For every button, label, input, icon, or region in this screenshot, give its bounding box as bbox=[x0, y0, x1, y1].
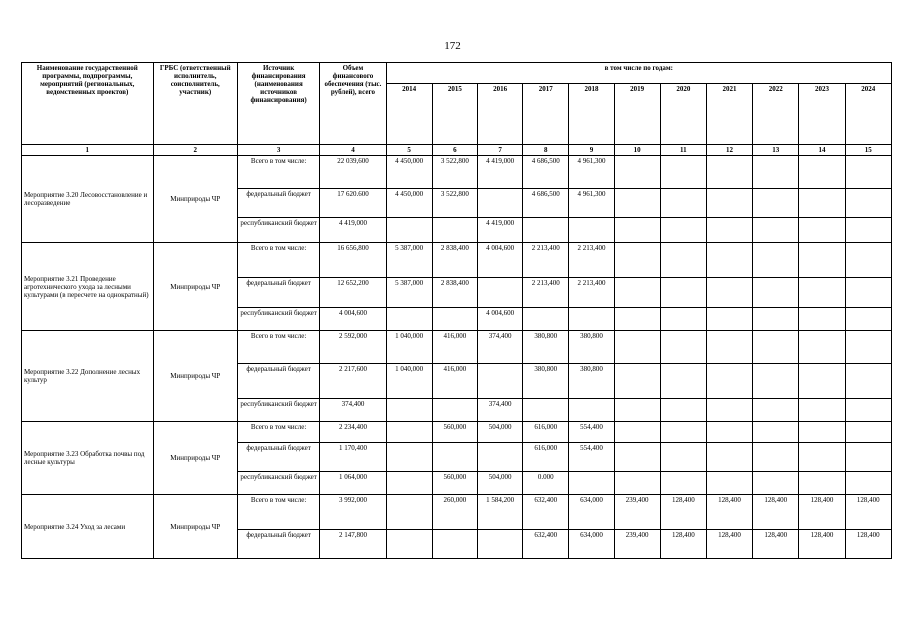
year-value-2019 bbox=[614, 308, 660, 331]
year-value-2014 bbox=[386, 530, 432, 559]
year-value-2014: 4 450,000 bbox=[386, 156, 432, 189]
header-grbs: ГРБС (ответственный исполнитель, соисполнитель, участник) bbox=[153, 63, 237, 145]
year-value-2014: 1 040,000 bbox=[386, 331, 432, 364]
year-header-2021: 2021 bbox=[706, 84, 752, 145]
year-value-2019 bbox=[614, 156, 660, 189]
year-value-2015: 2 838,400 bbox=[432, 278, 477, 308]
year-value-2018: 380,800 bbox=[569, 331, 614, 364]
measure-grbs: Минприроды ЧР bbox=[153, 243, 237, 331]
year-value-2024 bbox=[845, 189, 891, 218]
year-value-2016 bbox=[477, 189, 522, 218]
year-value-2016: 4 004,600 bbox=[477, 243, 522, 278]
year-value-2018: 4 961,300 bbox=[569, 189, 614, 218]
year-value-2024 bbox=[845, 331, 891, 364]
year-value-2017: 0.000 bbox=[523, 472, 569, 495]
column-numbers-row bbox=[22, 145, 892, 156]
year-value-2014 bbox=[386, 218, 432, 243]
funding-source: Всего в том числе: bbox=[237, 495, 319, 530]
year-value-2017 bbox=[523, 399, 569, 422]
year-header-2020: 2020 bbox=[660, 84, 706, 145]
year-value-2022 bbox=[753, 364, 799, 399]
year-value-2021 bbox=[706, 331, 752, 364]
year-value-2015 bbox=[432, 308, 477, 331]
year-value-2023 bbox=[799, 399, 845, 422]
year-value-2017 bbox=[523, 218, 569, 243]
total-amount: 4 004,600 bbox=[320, 308, 386, 331]
total-amount: 2 147,800 bbox=[320, 530, 386, 559]
year-value-2021 bbox=[706, 156, 752, 189]
year-value-2016: 4 419,000 bbox=[477, 218, 522, 243]
measure-grbs: Минприроды ЧР bbox=[153, 331, 237, 422]
year-value-2024 bbox=[845, 308, 891, 331]
year-value-2016 bbox=[477, 278, 522, 308]
year-value-2020: 128,400 bbox=[660, 495, 706, 530]
year-value-2024 bbox=[845, 422, 891, 443]
table-row bbox=[22, 331, 892, 364]
year-value-2021 bbox=[706, 443, 752, 472]
year-value-2020 bbox=[660, 331, 706, 364]
year-value-2018: 2 213,400 bbox=[569, 278, 614, 308]
year-value-2021: 128,400 bbox=[706, 530, 752, 559]
measure-name: Мероприятие 3.20 Лесовосстановление и лесоразведение bbox=[22, 156, 154, 243]
year-value-2016 bbox=[477, 443, 522, 472]
year-value-2018: 380,800 bbox=[569, 364, 614, 399]
year-header-2016: 2016 bbox=[477, 84, 522, 145]
year-value-2017: 4 686,500 bbox=[523, 156, 569, 189]
total-amount: 2 234,400 bbox=[320, 422, 386, 443]
year-value-2024 bbox=[845, 156, 891, 189]
year-value-2023 bbox=[799, 308, 845, 331]
year-value-2017: 4 686,500 bbox=[523, 189, 569, 218]
year-value-2014 bbox=[386, 399, 432, 422]
year-value-2016: 1 584,200 bbox=[477, 495, 522, 530]
year-value-2015: 560,000 bbox=[432, 472, 477, 495]
total-amount: 2 217,600 bbox=[320, 364, 386, 399]
year-value-2021 bbox=[706, 364, 752, 399]
year-value-2021 bbox=[706, 278, 752, 308]
year-value-2024: 128,400 bbox=[845, 495, 891, 530]
funding-source: Всего в том числе: bbox=[237, 331, 319, 364]
column-number: 11 bbox=[660, 145, 706, 156]
year-value-2019: 239,400 bbox=[614, 495, 660, 530]
year-value-2022 bbox=[753, 278, 799, 308]
year-value-2020 bbox=[660, 364, 706, 399]
column-number: 2 bbox=[153, 145, 237, 156]
year-value-2022 bbox=[753, 422, 799, 443]
year-value-2016 bbox=[477, 364, 522, 399]
funding-source: Всего в том числе: bbox=[237, 243, 319, 278]
year-value-2024 bbox=[845, 243, 891, 278]
year-value-2016: 504,000 bbox=[477, 472, 522, 495]
year-value-2023 bbox=[799, 218, 845, 243]
year-value-2019 bbox=[614, 189, 660, 218]
year-value-2019 bbox=[614, 472, 660, 495]
year-value-2023 bbox=[799, 443, 845, 472]
year-header-2022: 2022 bbox=[753, 84, 799, 145]
year-value-2015 bbox=[432, 443, 477, 472]
year-value-2022 bbox=[753, 472, 799, 495]
page-number: 172 bbox=[444, 40, 461, 52]
funding-source: Всего в том числе: bbox=[237, 156, 319, 189]
year-value-2016: 4 004,600 bbox=[477, 308, 522, 331]
header-name: Наименование государственной программы, подпрограммы, мероприятий (региональных, ведомственных проектов) bbox=[22, 63, 154, 145]
year-value-2021 bbox=[706, 189, 752, 218]
year-value-2017: 616,000 bbox=[523, 422, 569, 443]
year-value-2018: 634,000 bbox=[569, 495, 614, 530]
year-header-2015: 2015 bbox=[432, 84, 477, 145]
column-number: 9 bbox=[569, 145, 614, 156]
table-row bbox=[22, 495, 892, 530]
year-value-2014 bbox=[386, 495, 432, 530]
year-value-2014: 1 040,000 bbox=[386, 364, 432, 399]
year-value-2022 bbox=[753, 189, 799, 218]
year-value-2014: 5 387,000 bbox=[386, 243, 432, 278]
year-value-2015: 3 522,800 bbox=[432, 189, 477, 218]
year-value-2017: 632,400 bbox=[523, 495, 569, 530]
column-number: 6 bbox=[432, 145, 477, 156]
total-amount: 3 992,000 bbox=[320, 495, 386, 530]
year-value-2023 bbox=[799, 278, 845, 308]
year-value-2020 bbox=[660, 472, 706, 495]
year-value-2024: 128,400 bbox=[845, 530, 891, 559]
year-value-2019 bbox=[614, 243, 660, 278]
total-amount: 1 064,000 bbox=[320, 472, 386, 495]
year-value-2018: 554,400 bbox=[569, 443, 614, 472]
header-source: Источник финансирования (наименования источников финансирования) bbox=[237, 63, 319, 145]
column-number: 15 bbox=[845, 145, 891, 156]
year-value-2023 bbox=[799, 243, 845, 278]
year-value-2015 bbox=[432, 218, 477, 243]
funding-source: федеральный бюджет bbox=[237, 364, 319, 399]
year-value-2022 bbox=[753, 243, 799, 278]
funding-source: республиканский бюджет bbox=[237, 308, 319, 331]
year-value-2018 bbox=[569, 308, 614, 331]
year-value-2019: 239,400 bbox=[614, 530, 660, 559]
year-value-2020 bbox=[660, 443, 706, 472]
year-value-2016: 504,000 bbox=[477, 422, 522, 443]
year-header-2023: 2023 bbox=[799, 84, 845, 145]
year-value-2022: 128,400 bbox=[753, 530, 799, 559]
year-value-2014 bbox=[386, 443, 432, 472]
year-value-2015: 416,000 bbox=[432, 364, 477, 399]
funding-source: федеральный бюджет bbox=[237, 443, 319, 472]
column-number: 13 bbox=[753, 145, 799, 156]
year-value-2014: 5 387,000 bbox=[386, 278, 432, 308]
year-value-2020 bbox=[660, 399, 706, 422]
year-value-2023: 128,400 bbox=[799, 495, 845, 530]
year-header-2014: 2014 bbox=[386, 84, 432, 145]
year-value-2023 bbox=[799, 422, 845, 443]
table-row bbox=[22, 422, 892, 443]
measure-grbs: Минприроды ЧР bbox=[153, 495, 237, 559]
year-value-2022 bbox=[753, 399, 799, 422]
year-value-2019 bbox=[614, 331, 660, 364]
financing-table bbox=[21, 62, 892, 559]
year-value-2022: 128,400 bbox=[753, 495, 799, 530]
year-value-2021 bbox=[706, 218, 752, 243]
year-header-2018: 2018 bbox=[569, 84, 614, 145]
funding-source: федеральный бюджет bbox=[237, 278, 319, 308]
year-value-2015: 416,000 bbox=[432, 331, 477, 364]
year-value-2024 bbox=[845, 472, 891, 495]
year-value-2015: 560,000 bbox=[432, 422, 477, 443]
column-number: 5 bbox=[386, 145, 432, 156]
funding-source: федеральный бюджет bbox=[237, 530, 319, 559]
year-value-2023 bbox=[799, 364, 845, 399]
year-value-2023 bbox=[799, 156, 845, 189]
year-value-2022 bbox=[753, 308, 799, 331]
year-value-2018: 4 961,300 bbox=[569, 156, 614, 189]
year-value-2019 bbox=[614, 218, 660, 243]
year-value-2024 bbox=[845, 443, 891, 472]
year-value-2020 bbox=[660, 189, 706, 218]
column-number: 14 bbox=[799, 145, 845, 156]
year-value-2019 bbox=[614, 443, 660, 472]
year-value-2018: 554,400 bbox=[569, 422, 614, 443]
year-value-2015: 2 838,400 bbox=[432, 243, 477, 278]
funding-source: республиканский бюджет bbox=[237, 218, 319, 243]
year-value-2014 bbox=[386, 308, 432, 331]
year-value-2021 bbox=[706, 472, 752, 495]
funding-source: Всего в том числе: bbox=[237, 422, 319, 443]
measure-name: Мероприятие 3.24 Уход за лесами bbox=[22, 495, 154, 559]
year-value-2016 bbox=[477, 530, 522, 559]
measure-name: Мероприятие 3.21 Проведение агротехнического ухода за лесными культурами (в пересчете на однократный) bbox=[22, 243, 154, 331]
year-value-2016: 374,400 bbox=[477, 399, 522, 422]
year-value-2023: 128,400 bbox=[799, 530, 845, 559]
year-value-2024 bbox=[845, 218, 891, 243]
year-value-2021: 128,400 bbox=[706, 495, 752, 530]
year-value-2017 bbox=[523, 308, 569, 331]
year-header-2019: 2019 bbox=[614, 84, 660, 145]
year-value-2016: 4 419,000 bbox=[477, 156, 522, 189]
year-value-2014 bbox=[386, 422, 432, 443]
year-value-2018 bbox=[569, 472, 614, 495]
year-value-2022 bbox=[753, 443, 799, 472]
header-years-group: в том числе по годам: bbox=[386, 63, 891, 84]
year-value-2022 bbox=[753, 331, 799, 364]
year-value-2017: 616,000 bbox=[523, 443, 569, 472]
column-number: 12 bbox=[706, 145, 752, 156]
year-value-2023 bbox=[799, 189, 845, 218]
year-value-2020 bbox=[660, 243, 706, 278]
year-header-2017: 2017 bbox=[523, 84, 569, 145]
year-value-2021 bbox=[706, 308, 752, 331]
funding-source: федеральный бюджет bbox=[237, 189, 319, 218]
year-value-2019 bbox=[614, 399, 660, 422]
year-value-2021 bbox=[706, 422, 752, 443]
year-value-2018: 2 213,400 bbox=[569, 243, 614, 278]
year-value-2023 bbox=[799, 331, 845, 364]
header-total: Объем финансового обеспечения (тыс. рублей), всего bbox=[320, 63, 386, 145]
year-value-2022 bbox=[753, 156, 799, 189]
measure-grbs: Минприроды ЧР bbox=[153, 156, 237, 243]
year-value-2020 bbox=[660, 218, 706, 243]
column-number: 1 bbox=[22, 145, 154, 156]
year-value-2024 bbox=[845, 399, 891, 422]
year-value-2019 bbox=[614, 364, 660, 399]
year-value-2020 bbox=[660, 308, 706, 331]
year-value-2021 bbox=[706, 243, 752, 278]
year-value-2015: 3 522,800 bbox=[432, 156, 477, 189]
year-value-2018 bbox=[569, 218, 614, 243]
measure-grbs: Минприроды ЧР bbox=[153, 422, 237, 495]
year-value-2019 bbox=[614, 278, 660, 308]
funding-source: республиканский бюджет bbox=[237, 472, 319, 495]
column-number: 8 bbox=[523, 145, 569, 156]
year-value-2017: 2 213,400 bbox=[523, 278, 569, 308]
total-amount: 1 170,400 bbox=[320, 443, 386, 472]
year-value-2020: 128,400 bbox=[660, 530, 706, 559]
column-number: 3 bbox=[237, 145, 319, 156]
total-amount: 4 419,000 bbox=[320, 218, 386, 243]
total-amount: 16 656,800 bbox=[320, 243, 386, 278]
year-value-2021 bbox=[706, 399, 752, 422]
year-value-2016: 374,400 bbox=[477, 331, 522, 364]
year-value-2015 bbox=[432, 530, 477, 559]
year-value-2017: 2 213,400 bbox=[523, 243, 569, 278]
year-value-2020 bbox=[660, 278, 706, 308]
year-value-2017: 380,800 bbox=[523, 331, 569, 364]
year-value-2020 bbox=[660, 156, 706, 189]
measure-name: Мероприятие 3.22 Дополнение лесных культур bbox=[22, 331, 154, 422]
total-amount: 374,400 bbox=[320, 399, 386, 422]
year-value-2023 bbox=[799, 472, 845, 495]
year-value-2014 bbox=[386, 472, 432, 495]
total-amount: 22 039,600 bbox=[320, 156, 386, 189]
year-value-2022 bbox=[753, 218, 799, 243]
year-value-2019 bbox=[614, 422, 660, 443]
column-number: 4 bbox=[320, 145, 386, 156]
column-number: 10 bbox=[614, 145, 660, 156]
year-value-2014: 4 450,000 bbox=[386, 189, 432, 218]
year-value-2017: 632,400 bbox=[523, 530, 569, 559]
measure-name: Мероприятие 3.23 Обработка почвы под лесные культуры bbox=[22, 422, 154, 495]
year-value-2020 bbox=[660, 422, 706, 443]
total-amount: 12 652,200 bbox=[320, 278, 386, 308]
funding-source: республиканский бюджет bbox=[237, 399, 319, 422]
total-amount: 2 592,000 bbox=[320, 331, 386, 364]
year-value-2018: 634,000 bbox=[569, 530, 614, 559]
column-number: 7 bbox=[477, 145, 522, 156]
header-row bbox=[22, 63, 892, 84]
year-value-2015: 260,000 bbox=[432, 495, 477, 530]
year-value-2024 bbox=[845, 364, 891, 399]
year-value-2018 bbox=[569, 399, 614, 422]
year-value-2015 bbox=[432, 399, 477, 422]
year-header-2024: 2024 bbox=[845, 84, 891, 145]
year-value-2024 bbox=[845, 278, 891, 308]
year-value-2017: 380,800 bbox=[523, 364, 569, 399]
total-amount: 17 620.600 bbox=[320, 189, 386, 218]
table-row bbox=[22, 243, 892, 278]
table-row bbox=[22, 156, 892, 189]
